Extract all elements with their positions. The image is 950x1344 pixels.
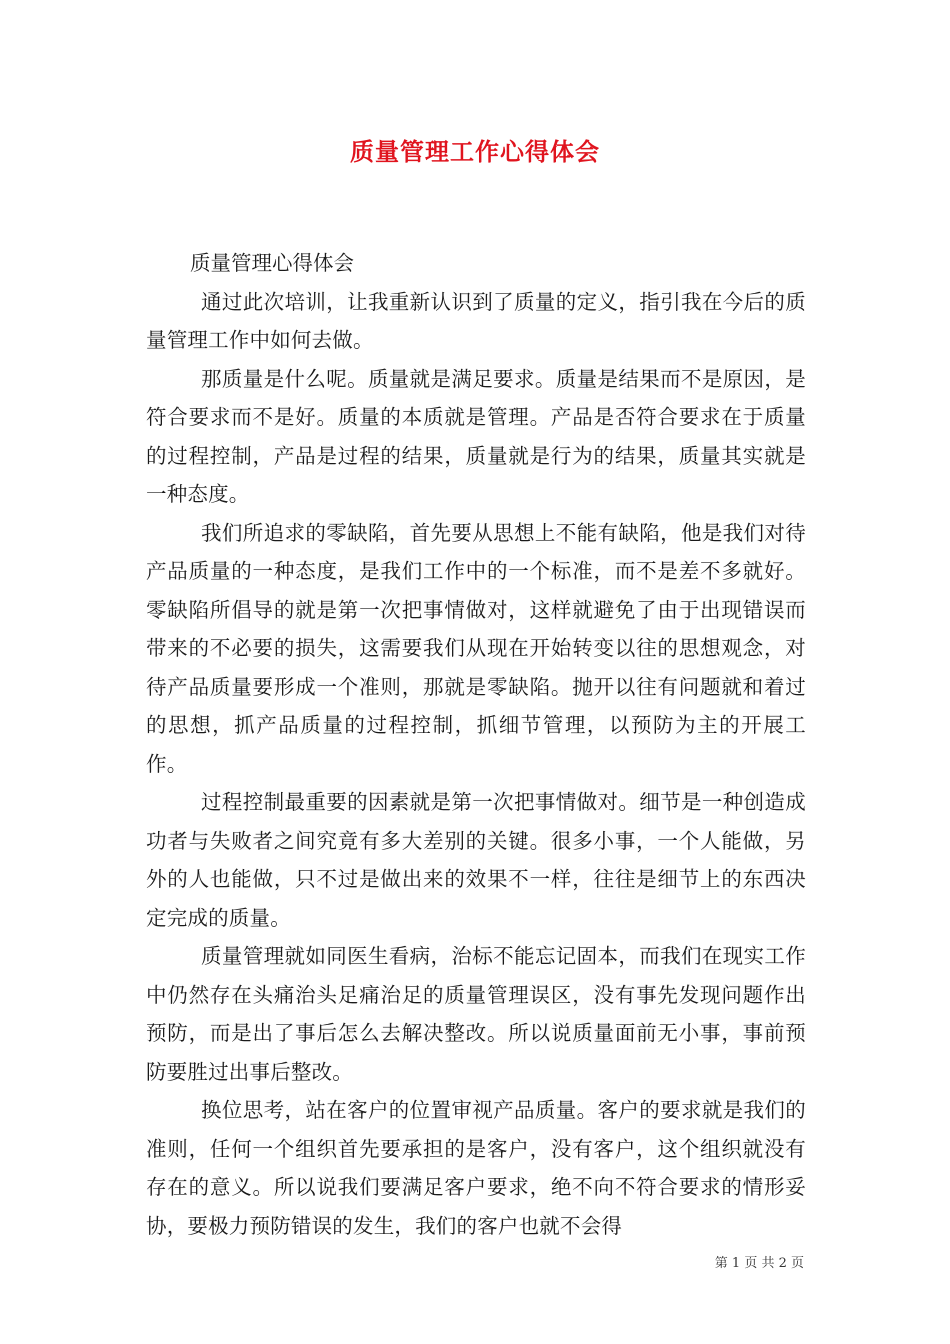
paragraph-3: 我们所追求的零缺陷，首先要从思想上不能有缺陷，他是我们对待产品质量的一种态度，是我们工作中的一个标准，而不是差不多就好。零缺陷所倡导的就是第一次把事情做对，这样就避免了由于出现错误而带来的不必要的损失，这需要我们从现在开始转变以往的思想观念，对待产品质量要形成一个准则，那就是零缺陷。抛开以往有问题就和着过的思想，抓产品质量的过程控制，抓细节管理，以预防为主的开展工作。	[146, 520, 806, 776]
paragraph-4: 过程控制最重要的因素就是第一次把事情做对。细节是一种创造成功者与失败者之间究竟有多大差别的关键。很多小事，一个人能做，另外的人也能做，只不过是做出来的效果不一样，往往是细节上的东西决定完成的质量。	[146, 790, 806, 930]
page-number-footer: 第 1 页 共 2 页	[714, 1256, 804, 1271]
document-body	[146, 244, 806, 1245]
paragraph-6: 换位思考，站在客户的位置审视产品质量。客户的要求就是我们的准则，任何一个组织首先要承担的是客户，没有客户，这个组织就没有存在的意义。所以说我们要满足客户要求，绝不向不符合要求的情形妥协，要极力预防错误的发生，我们的客户也就不会得	[146, 1098, 806, 1238]
paragraph-5: 质量管理就如同医生看病，治标不能忘记固本，而我们在现实工作中仍然存在头痛治头足痛治足的质量管理误区，没有事先发现问题作出预防，而是出了事后怎么去解决整改。所以说质量面前无小事，事前预防要胜过出事后整改。	[146, 944, 806, 1084]
paragraph-1: 通过此次培训，让我重新认识到了质量的定义，指引我在今后的质量管理工作中如何去做。	[146, 289, 806, 352]
document-subtitle: 质量管理心得体会	[190, 251, 354, 275]
paragraph-2: 那质量是什么呢。质量就是满足要求。质量是结果而不是原因，是符合要求而不是好。质量的本质就是管理。产品是否符合要求在于质量的过程控制，产品是过程的结果，质量就是行为的结果，质量其实就是一种态度。	[146, 366, 806, 506]
document-title: 质量管理工作心得体会	[350, 137, 600, 166]
